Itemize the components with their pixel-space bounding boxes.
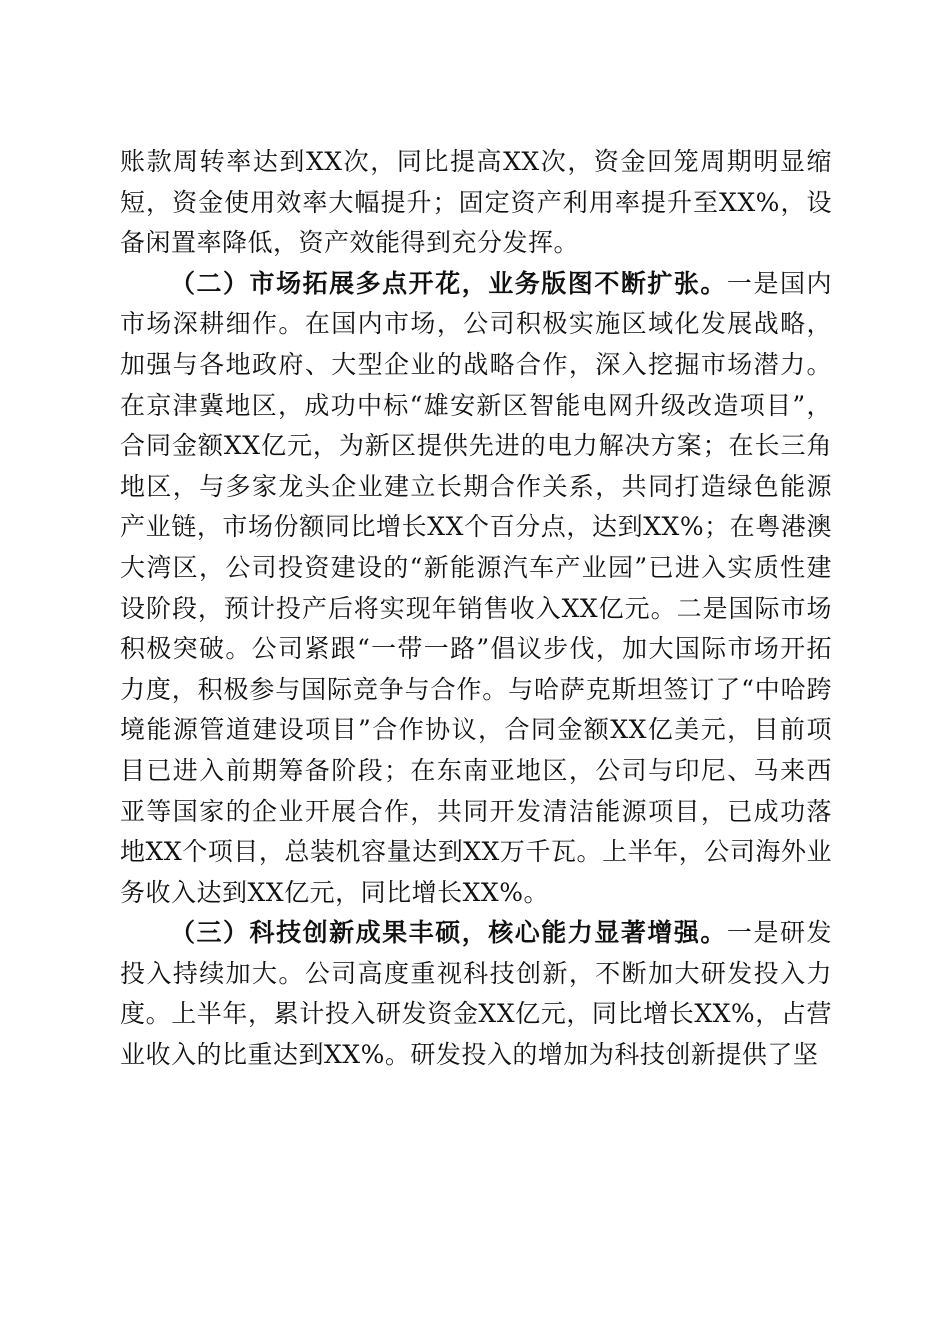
paragraph-2-text: 一是国内市场深耕细作。在国内市场，公司积极实施区域化发展战略，加强与各地政府、大型企业的战略合作，深入挖掘市场潜力。在京津冀地区，成功中标“雄安新区智能电网升级改造项目”，合同金额XX亿元，为新区提供先进的电力解决方案；在长三角地区，与多家龙头企业建立长期合作关系，共同打造绿色能源产业链，市场份额同比增长XX个百分点，达到XX%；在粤港澳大湾区，公司投资建设的“新能源汽车产业园”已进入实质性建设阶段，预计投产后将实现年销售收入XX亿元。二是国际市场积极突破。公司紧跟“一带一路”倡议步伐，加大国际市场开拓力度，积极参与国际竞争与合作。与哈萨克斯坦签订了“中哈跨境能源管道建设项目”合作协议，合同金额XX亿美元，目前项目已进入前期筹备阶段；在东南亚地区，公司与印尼、马来西亚等国家的企业开展合作，共同开发清洁能源项目，已成功落地XX个项目，总装机容量达到XX万千瓦。上半年，公司海外业务收入达到XX亿元，同比增长XX%。	[120, 268, 832, 907]
paragraph-tech-innovation	[120, 913, 832, 1075]
section-heading-tech: （三）科技创新成果丰硕，核心能力显著增强。	[170, 918, 727, 948]
paragraph-1-text: 账款周转率达到XX次，同比提高XX次，资金回笼周期明显缩短，资金使用效率大幅提升；固定资产利用率提升至XX%，设备闲置率降低，资产效能得到充分发挥。	[120, 147, 832, 258]
paragraph-market-expansion	[120, 264, 832, 914]
paragraph-continuation	[120, 142, 832, 264]
document-body	[120, 142, 832, 1076]
paragraph-3-text: 一是研发投入持续加大。公司高度重视科技创新，不断加大研发投入力度。上半年，累计投入研发资金XX亿元，同比增长XX%，占营业收入的比重达到XX%。研发投入的增加为科技创新提供了坚	[120, 918, 832, 1070]
section-heading-market: （二）市场拓展多点开花，业务版图不断扩张。	[170, 268, 727, 298]
